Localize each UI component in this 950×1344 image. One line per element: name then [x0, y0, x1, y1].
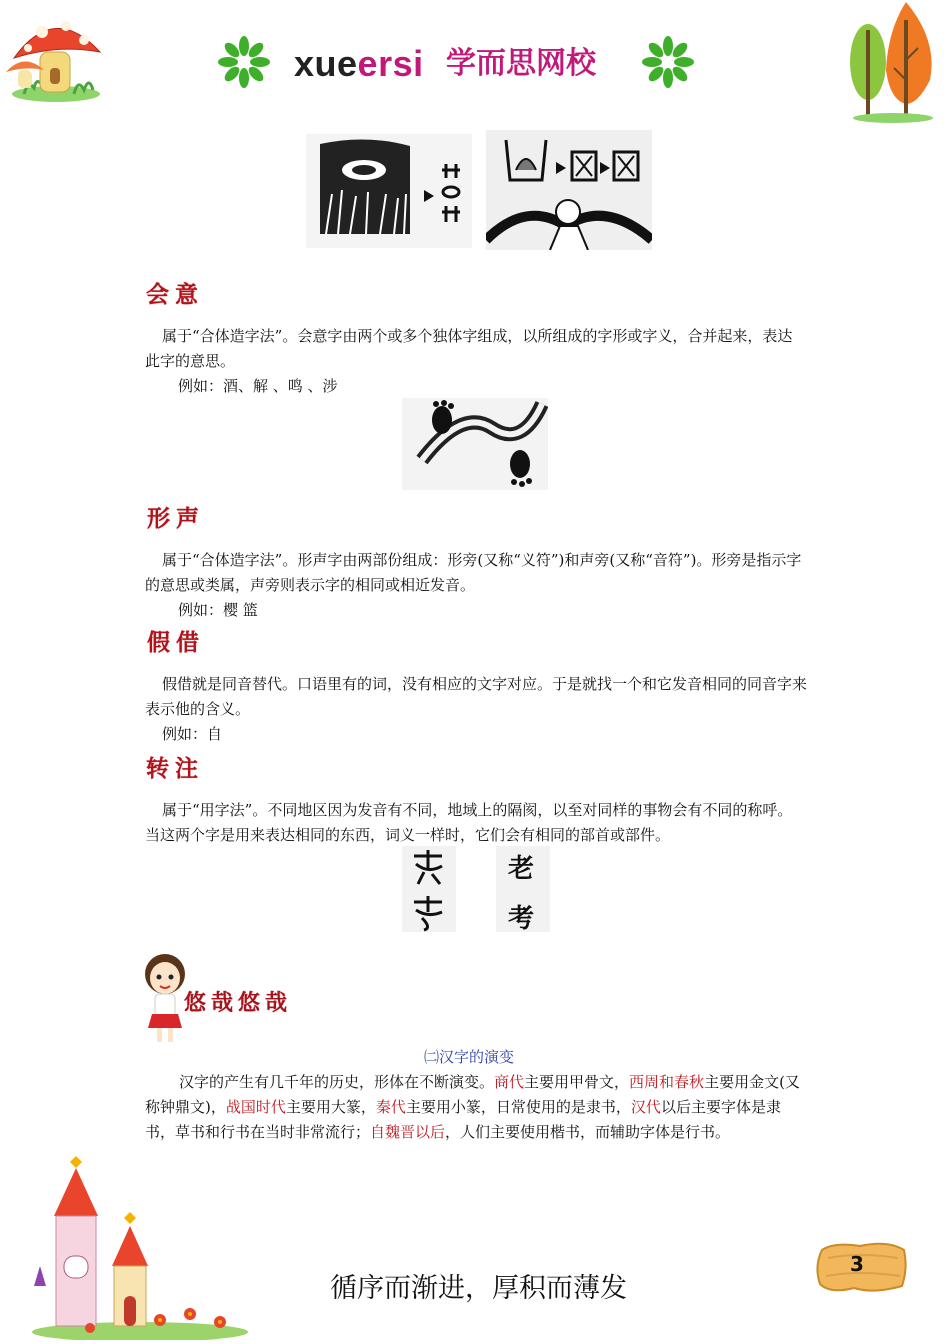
evo-text-6: 以后主要字体是隶书，草书和行书在当时非常流行； [145, 1098, 781, 1141]
logo-chinese: 学而思网校 [446, 46, 596, 81]
section-heading-huiyi: 会意 [146, 282, 204, 308]
zhuanzhu-seal-characters [402, 846, 456, 932]
section-heading-xingsheng: 形声 [147, 506, 205, 532]
section-body-zhuanzhu: 属于“用字法”。不同地区因为发音有不同，地域上的隔阂，以至对同样的事物会有不同的称呼。当这两个字是用来表达相同的东西，词义一样时，它们会有相同的部首或部件。 [145, 801, 793, 844]
evo-text-2: 主要用甲骨文， [524, 1073, 630, 1091]
evo-highlight-weijin: 自魏晋以后 [370, 1123, 446, 1141]
zhuanzhu-char-kao: 考 [508, 904, 535, 934]
banner-text: 悠哉悠哉 [184, 991, 293, 1016]
evo-text-4: 主要用大篆， [285, 1098, 376, 1116]
section-body-xingsheng: 属于“合体造字法”。形声字由两部份组成：形旁(又称“义符”)和声旁(又称“音符”)。形旁是指示字的意思或类属，声旁则表示字的相同或相近发音。 [145, 551, 802, 594]
evo-highlight-shang: 商代 [494, 1073, 525, 1091]
section-body-huiyi: 属于“合体造字法”。会意字由两个或多个独体字组成，以所组成的字形或字义，合并起来，表达此字的意思。 [145, 327, 793, 370]
flower-icon [218, 36, 270, 88]
logo-latin-xue: xue [294, 43, 358, 84]
evo-highlight-zhanguo: 战国时代 [225, 1098, 286, 1116]
footer-motto: 循序而渐进，厚积而薄发 [330, 1273, 627, 1304]
huiyi-illustration-right [486, 130, 652, 250]
castle-decoration [30, 1156, 250, 1340]
evo-highlight-han: 汉代 [630, 1098, 661, 1116]
section-heading-zhuanzhu: 转注 [146, 756, 204, 782]
section-example-huiyi: 例如：酒、解 、鸣 、涉 [178, 377, 338, 395]
flower-icon [642, 36, 694, 88]
evolution-subtitle: ㈡汉字的演变 [424, 1048, 515, 1066]
evo-highlight-xizhou: 西周和春秋 [629, 1073, 705, 1091]
section-body-jiajie: 假借就是同音替代。口语里有的词，没有相应的文字对应。于是就找一个和它发音相同的同音字来表示他的含义。 [145, 675, 808, 718]
page-number: 3 [850, 1252, 864, 1276]
evo-text-3: 主要用金文(又称钟鼎文)， [145, 1073, 800, 1116]
trees-decoration [848, 0, 938, 124]
girl-cartoon-icon [140, 948, 190, 1044]
section-example-jiajie: 例如：自 [162, 725, 223, 743]
section-heading-jiajie: 假借 [147, 630, 205, 656]
mushroom-house-decoration [4, 8, 116, 104]
evo-text-7: ，人们主要使用楷书，而辅助字体是行书。 [445, 1123, 731, 1141]
sheyi-footprints-illustration [402, 398, 548, 490]
section-example-xingsheng: 例如：樱 篮 [178, 601, 258, 619]
evo-text-1: 汉字的产生有几千年的历史，形体在不断演变。 [179, 1073, 495, 1091]
logo-wordmark [294, 42, 424, 86]
evolution-paragraph [145, 1070, 807, 1145]
logo-latin-ersi: ersi [357, 43, 424, 84]
zhuanzhu-char-lao: 老 [508, 854, 535, 884]
huiyi-illustration-left [306, 134, 472, 248]
evo-text-5: 主要用小篆，日常使用的是隶书， [405, 1098, 631, 1116]
evo-highlight-qin: 秦代 [375, 1098, 406, 1116]
